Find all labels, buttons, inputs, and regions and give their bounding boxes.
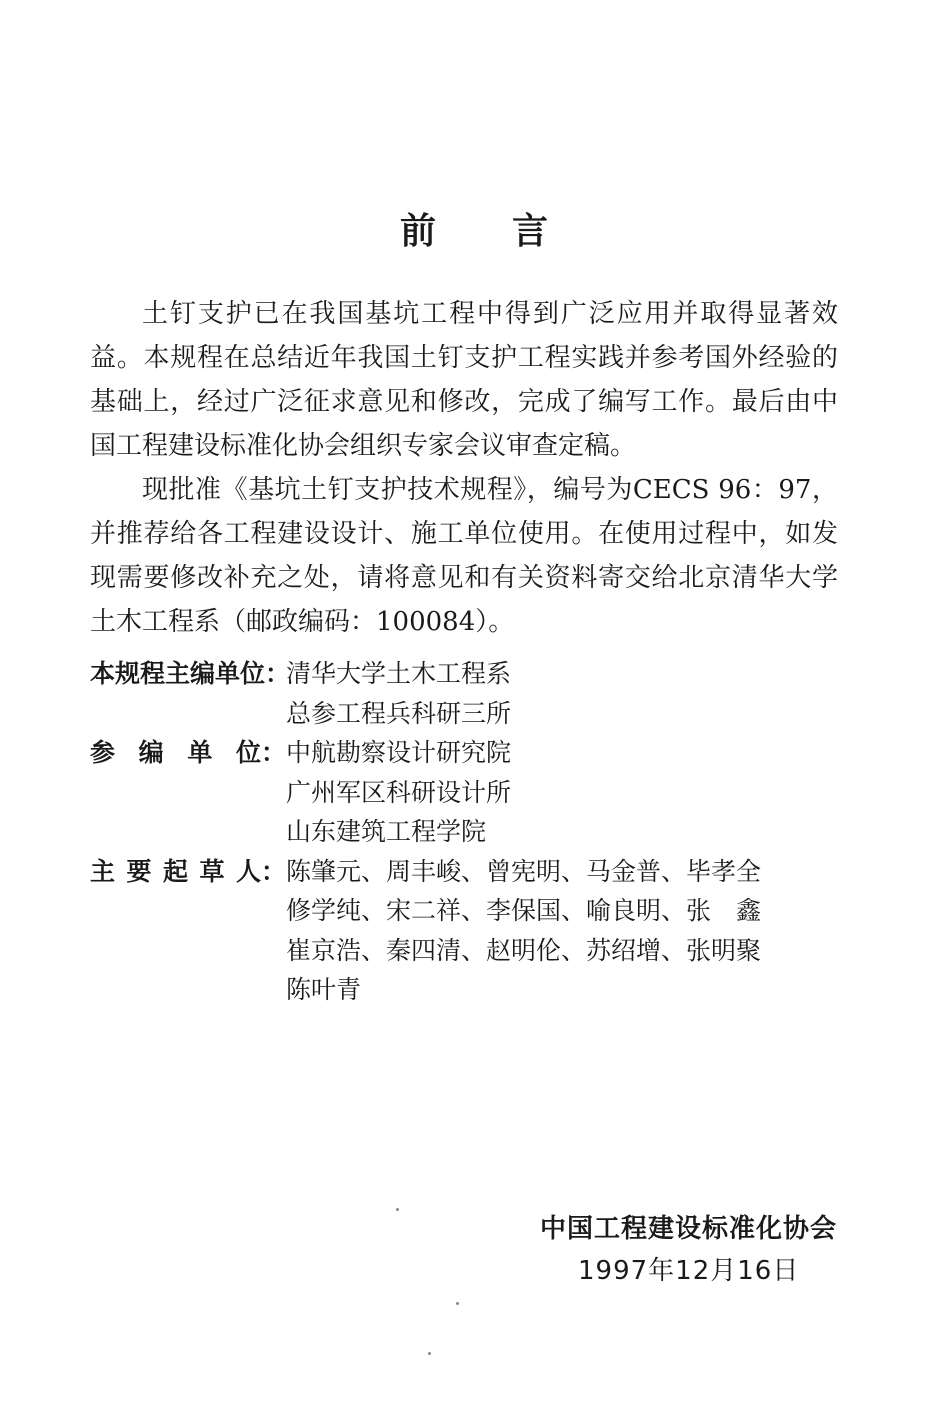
participant-unit-2: 广州军区科研设计所 <box>286 777 512 807</box>
preface-body <box>90 292 838 644</box>
drafter-names <box>286 852 850 1010</box>
participant-unit-1: 中航勘察设计研究院 <box>286 738 512 767</box>
drafters-label-char: 主 <box>90 856 116 886</box>
signature-block <box>540 1208 850 1292</box>
signing-organization: 中国工程建设标准化协会 <box>540 1214 838 1244</box>
participants-block <box>90 733 850 852</box>
drafters-label <box>90 852 286 892</box>
title-char-1: 前 <box>399 211 438 252</box>
drafters-label-char: 草 <box>199 856 225 886</box>
drafter-line-4: 陈叶青 <box>286 975 362 1004</box>
drafters-label-char: 人： <box>235 856 286 886</box>
paragraph-2: 现批准《基坑土钉支护技术规程》，编号为CECS 96：97，并推荐给各工程建设设计、施工单位使用。在使用过程中，如发现需要修改补充之处，请将意见和有关资料寄交给北京清华大学土木工程系（邮政编码：100084）。 <box>90 475 838 637</box>
participants-label-char: 单 <box>187 738 213 767</box>
chief-editor-block <box>90 654 850 733</box>
drafters-label-char: 要 <box>126 856 152 886</box>
title-char-2: 言 <box>512 211 551 252</box>
drafter-line-1: 陈肇元、周丰峻、曾宪明、马金普、毕孝全 <box>286 856 762 886</box>
participants-label-char: 参 <box>90 738 116 767</box>
units-section <box>90 654 850 1010</box>
drafters-block <box>90 852 850 1010</box>
scan-speck <box>456 1302 459 1305</box>
chief-editor-label: 本规程主编单位： <box>90 659 291 688</box>
drafter-line-2: 修学纯、宋二祥、李保国、喻良明、张 鑫 <box>286 896 762 925</box>
page-title <box>0 206 950 258</box>
drafters-label-char: 起 <box>162 856 188 886</box>
scan-speck <box>396 1208 399 1211</box>
paragraph-1: 土钉支护已在我国基坑工程中得到广泛应用并取得显著效益。本规程在总结近年我国土钉支护工程实践并参考国外经验的基础上，经过广泛征求意见和修改，完成了编写工作。最后由中国工程建设标准化协会组织专家会议审查定稿。 <box>90 299 838 461</box>
participants-label-char: 编 <box>138 738 164 767</box>
participant-unit-3: 山东建筑工程学院 <box>286 817 487 846</box>
signing-date: 1997年12月16日 <box>578 1256 800 1286</box>
scan-speck <box>428 1352 431 1355</box>
chief-editor-units <box>286 654 850 733</box>
participants-label <box>90 733 286 773</box>
participant-units <box>286 733 850 852</box>
participants-label-char: 位： <box>235 738 286 767</box>
drafter-line-3: 崔京浩、秦四清、赵明伦、苏绍增、张明聚 <box>286 935 762 965</box>
chief-editor-unit-2: 总参工程兵科研三所 <box>286 698 512 728</box>
chief-editor-unit-1: 清华大学土木工程系 <box>286 659 512 688</box>
